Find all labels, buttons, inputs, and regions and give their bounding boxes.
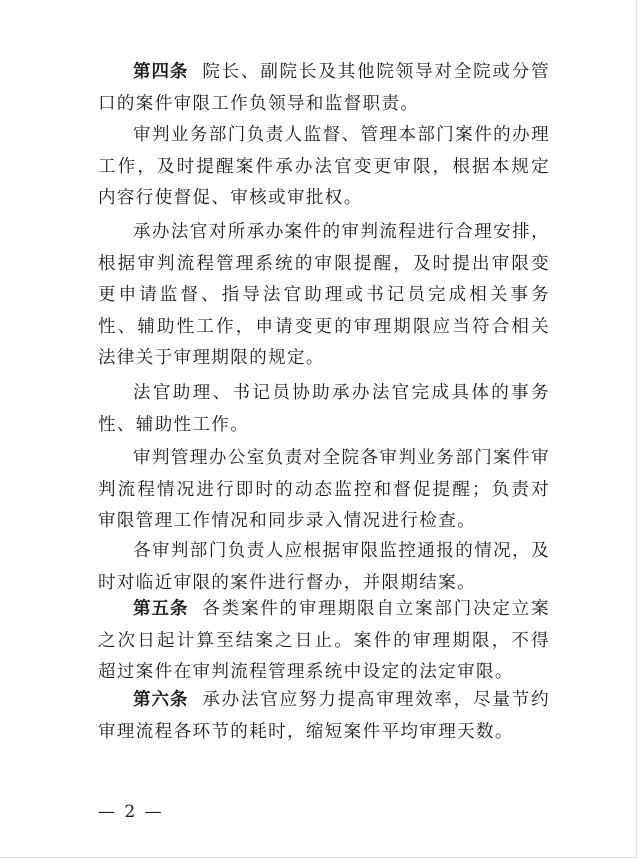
article-number: 第六条 <box>133 690 189 710</box>
paragraph-text: 审判业务部门负责人监督、管理本部门案件的办理工作，及时提醒案件承办法官变更审限，根据本规定内容行使督促、审核或审批权。 <box>98 125 550 208</box>
paragraph <box>98 217 550 375</box>
paragraph <box>98 378 550 441</box>
paragraph-text: 审判管理办公室负责对全院各审判业务部门案件审判流程情况进行即时的动态监控和督促提醒；负责对审限管理工作情况和同步录入情况进行检查。 <box>98 448 550 531</box>
page-number: — 2 — <box>98 802 164 822</box>
paragraph-text: 法官助理、书记员协助承办法官完成具体的事务性、辅助性工作。 <box>98 383 550 435</box>
paragraph-article-5 <box>98 594 550 689</box>
paragraph <box>98 536 550 599</box>
paragraph <box>98 443 550 538</box>
article-number: 第五条 <box>133 599 189 619</box>
article-number: 第四条 <box>133 62 189 82</box>
paragraph-article-6 <box>98 685 550 748</box>
paragraph-text: 承办法官应努力提高审理效率，尽量节约审理流程各环节的耗时，缩短案件平均审理天数。 <box>98 690 551 742</box>
paragraph-article-4 <box>98 57 550 120</box>
paragraph-text: 承办法官对所承办案件的审判流程进行合理安排，根据审判流程管理系统的审限提醒，及时提出审限变更申请监督、指导法官助理或书记员完成相关事务性、辅助性工作，申请变更的审理期限应当符合相关法律关于审理期限的规定。 <box>98 222 550 368</box>
paragraph-text: 各类案件的审理期限自立案部门决定立案之次日起计算至结案之日止。案件的审理期限，不得超过案件在审判流程管理系统中设定的法定审限。 <box>98 599 551 682</box>
paragraph-text: 院长、副院长及其他院领导对全院或分管口的案件审限工作负领导和监督职责。 <box>98 62 551 114</box>
paragraph-text: 各审判部门负责人应根据审限监控通报的情况，及时对临近审限的案件进行督办，并限期结案。 <box>98 541 550 593</box>
paragraph <box>98 120 550 215</box>
